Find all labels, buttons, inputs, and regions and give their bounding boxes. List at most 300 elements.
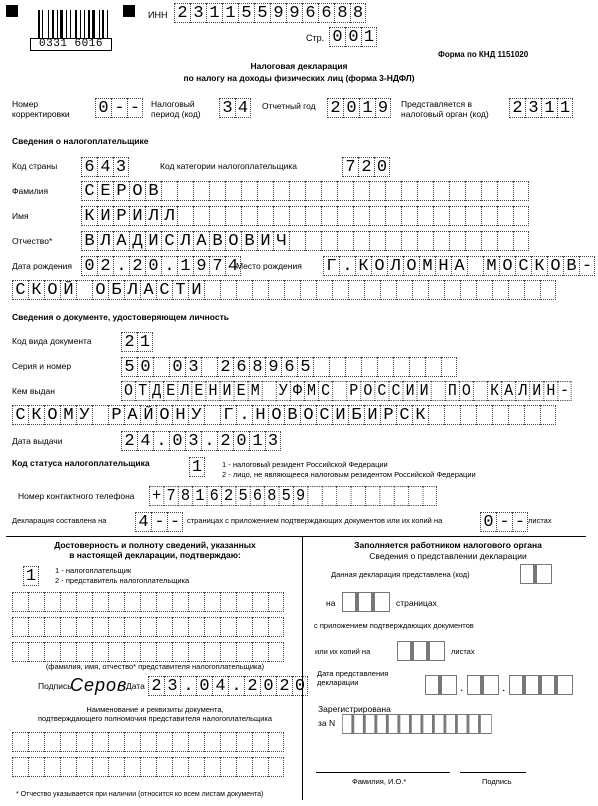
char-cell[interactable]: . [161,256,177,276]
char-cell[interactable]: 2 [358,157,374,177]
char-cell[interactable] [417,231,433,251]
char-cell[interactable] [332,381,346,401]
char-cell[interactable] [492,405,508,425]
char-cell[interactable]: Е [191,381,205,401]
char-cell[interactable] [252,642,268,662]
char-cell[interactable]: 0 [81,256,97,276]
char-cell[interactable]: Л [145,206,161,226]
char-cell[interactable] [236,732,252,752]
char-cell[interactable]: В [284,405,300,425]
char-cell[interactable]: 0 [169,357,185,377]
char-cell[interactable] [156,757,172,777]
submission-year-field[interactable] [509,675,573,695]
char-cell[interactable]: В [81,231,97,251]
char-cell[interactable] [465,181,481,201]
char-cell[interactable]: О [156,405,172,425]
char-cell[interactable]: Н [543,381,557,401]
char-cell[interactable]: . [236,405,252,425]
char-cell[interactable] [431,381,445,401]
char-cell[interactable] [434,714,446,734]
char-cell[interactable]: Б [108,280,124,300]
char-cell[interactable] [385,181,401,201]
char-cell[interactable]: . [201,431,217,451]
char-cell[interactable] [172,592,188,612]
char-cell[interactable] [220,617,236,637]
char-cell[interactable]: Е [234,381,248,401]
series-field[interactable] [121,357,457,377]
char-cell[interactable] [12,617,28,637]
char-cell[interactable] [28,732,44,752]
char-cell[interactable]: 6 [207,486,221,506]
char-cell[interactable] [124,757,140,777]
char-cell[interactable] [262,381,276,401]
char-cell[interactable]: О [225,231,241,251]
char-cell[interactable] [313,357,329,377]
char-cell[interactable] [336,486,350,506]
char-cell[interactable] [423,714,435,734]
char-cell[interactable] [12,757,28,777]
char-cell[interactable] [252,757,268,777]
char-cell[interactable] [124,732,140,752]
char-cell[interactable]: И [417,381,431,401]
char-cell[interactable]: 8 [334,3,350,23]
char-cell[interactable] [353,206,369,226]
char-cell[interactable] [172,732,188,752]
char-cell[interactable] [444,280,460,300]
char-cell[interactable]: 6 [81,157,97,177]
char-cell[interactable] [252,280,268,300]
char-cell[interactable] [393,357,409,377]
char-cell[interactable]: К [28,405,44,425]
char-cell[interactable] [417,181,433,201]
char-cell[interactable] [380,280,396,300]
surname-field[interactable] [81,181,529,201]
char-cell[interactable] [369,206,385,226]
char-cell[interactable]: 7 [342,157,358,177]
char-cell[interactable]: - [579,256,595,276]
char-cell[interactable]: 6 [233,357,249,377]
char-cell[interactable] [508,405,524,425]
char-cell[interactable] [353,231,369,251]
char-cell[interactable]: . [180,676,196,696]
char-cell[interactable]: А [501,381,515,401]
char-cell[interactable]: В [145,181,161,201]
char-cell[interactable]: 0 [292,676,308,696]
submitted-copies-field[interactable] [397,641,445,661]
issue-date-field[interactable] [121,431,281,451]
char-cell[interactable] [412,280,428,300]
char-cell[interactable] [12,592,28,612]
char-cell[interactable]: С [515,256,531,276]
char-cell[interactable] [273,181,289,201]
char-cell[interactable] [460,280,476,300]
birthplace-field-line1[interactable] [323,256,595,276]
char-cell[interactable]: 0 [343,98,359,118]
char-cell[interactable] [220,732,236,752]
char-cell[interactable] [467,256,483,276]
birth-date-field[interactable] [81,256,241,276]
char-cell[interactable] [397,641,413,661]
char-cell[interactable]: 8 [350,3,366,23]
char-cell[interactable] [305,231,321,251]
char-cell[interactable] [177,206,193,226]
char-cell[interactable] [172,617,188,637]
char-cell[interactable] [60,732,76,752]
authority-doc-line-1[interactable] [12,732,284,752]
char-cell[interactable]: 4 [135,512,151,532]
char-cell[interactable] [449,206,465,226]
char-cell[interactable] [124,592,140,612]
char-cell[interactable] [252,732,268,752]
char-cell[interactable] [44,617,60,637]
char-cell[interactable] [377,714,389,734]
char-cell[interactable] [476,280,492,300]
char-cell[interactable] [236,757,252,777]
char-cell[interactable]: Л [177,231,193,251]
char-cell[interactable]: И [97,206,113,226]
char-cell[interactable]: О [403,256,419,276]
birthplace-field-line2[interactable] [12,280,556,300]
char-cell[interactable] [536,564,552,584]
char-cell[interactable]: 0 [137,357,153,377]
char-cell[interactable] [44,592,60,612]
char-cell[interactable]: 2 [217,431,233,451]
representative-line-1[interactable] [12,592,284,612]
char-cell[interactable]: 4 [97,157,113,177]
char-cell[interactable] [140,642,156,662]
char-cell[interactable] [60,592,76,612]
char-cell[interactable]: 9 [286,3,302,23]
char-cell[interactable]: 2 [148,676,164,696]
char-cell[interactable] [201,357,217,377]
char-cell[interactable] [76,592,92,612]
char-cell[interactable] [252,592,268,612]
char-cell[interactable]: Н [435,256,451,276]
char-cell[interactable]: И [403,381,417,401]
confirm-field[interactable] [23,566,39,586]
char-cell[interactable]: Е [163,381,177,401]
char-cell[interactable] [193,206,209,226]
char-cell[interactable] [188,732,204,752]
char-cell[interactable] [273,206,289,226]
char-cell[interactable]: У [76,405,92,425]
char-cell[interactable] [483,675,499,695]
char-cell[interactable] [12,732,28,752]
char-cell[interactable] [441,357,457,377]
char-cell[interactable] [140,592,156,612]
char-cell[interactable] [401,181,417,201]
char-cell[interactable] [108,642,124,662]
char-cell[interactable]: А [140,280,156,300]
char-cell[interactable] [465,231,481,251]
char-cell[interactable]: 6 [250,486,264,506]
char-cell[interactable]: 0 [374,157,390,177]
char-cell[interactable] [76,280,92,300]
submission-month-field[interactable] [467,675,499,695]
char-cell[interactable] [289,206,305,226]
char-cell[interactable]: Й [140,405,156,425]
char-cell[interactable] [268,757,284,777]
char-cell[interactable]: 0 [345,27,361,47]
char-cell[interactable]: О [268,405,284,425]
char-cell[interactable] [28,592,44,612]
authority-doc-line-2[interactable] [12,757,284,777]
char-cell[interactable] [337,231,353,251]
char-cell[interactable]: 8 [178,486,192,506]
char-cell[interactable]: - [151,512,167,532]
char-cell[interactable]: 1 [222,3,238,23]
char-cell[interactable] [520,564,536,584]
char-cell[interactable] [108,757,124,777]
char-cell[interactable]: 4 [212,676,228,696]
char-cell[interactable]: 3 [265,431,281,451]
char-cell[interactable] [209,206,225,226]
char-cell[interactable] [60,617,76,637]
char-cell[interactable] [188,617,204,637]
char-cell[interactable]: О [459,381,473,401]
char-cell[interactable]: Р [380,405,396,425]
char-cell[interactable]: А [124,405,140,425]
char-cell[interactable]: - [557,381,571,401]
char-cell[interactable]: 0 [480,512,496,532]
char-cell[interactable] [540,405,556,425]
char-cell[interactable] [204,592,220,612]
char-cell[interactable]: С [12,280,28,300]
char-cell[interactable]: 0 [329,27,345,47]
char-cell[interactable]: С [316,405,332,425]
char-cell[interactable]: . [113,256,129,276]
char-cell[interactable] [241,181,257,201]
correction-field[interactable] [95,98,143,118]
char-cell[interactable]: 9 [293,486,307,506]
char-cell[interactable]: И [529,381,543,401]
char-cell[interactable]: Л [97,231,113,251]
char-cell[interactable] [204,642,220,662]
char-cell[interactable]: Н [205,381,219,401]
char-cell[interactable]: К [81,206,97,226]
char-cell[interactable] [257,181,273,201]
char-cell[interactable]: 2 [121,431,137,451]
copies-field[interactable] [480,512,528,532]
char-cell[interactable] [524,405,540,425]
char-cell[interactable]: Т [135,381,149,401]
char-cell[interactable] [480,714,492,734]
doc-type-field[interactable] [121,332,153,352]
reg-number-field[interactable] [342,714,492,734]
char-cell[interactable]: 3 [219,98,235,118]
char-cell[interactable] [497,231,513,251]
char-cell[interactable] [425,357,441,377]
char-cell[interactable] [12,642,28,662]
char-cell[interactable]: Г [323,256,339,276]
char-cell[interactable]: . [339,256,355,276]
char-cell[interactable]: С [318,381,332,401]
char-cell[interactable]: К [28,280,44,300]
char-cell[interactable] [156,592,172,612]
char-cell[interactable] [342,592,358,612]
char-cell[interactable] [465,206,481,226]
char-cell[interactable]: О [547,256,563,276]
char-cell[interactable]: О [129,181,145,201]
char-cell[interactable]: 9 [193,256,209,276]
char-cell[interactable]: 0 [95,98,111,118]
submitted-pages-field[interactable] [342,592,390,612]
char-cell[interactable] [204,405,220,425]
char-cell[interactable] [441,675,457,695]
char-cell[interactable]: Р [113,206,129,226]
char-cell[interactable]: А [113,231,129,251]
char-cell[interactable]: Г [220,405,236,425]
char-cell[interactable] [188,757,204,777]
char-cell[interactable] [497,206,513,226]
char-cell[interactable] [92,405,108,425]
char-cell[interactable] [476,405,492,425]
issued-by-field-line1[interactable] [121,381,572,401]
char-cell[interactable]: - [496,512,512,532]
char-cell[interactable] [225,206,241,226]
char-cell[interactable] [236,592,252,612]
char-cell[interactable]: 1 [361,27,377,47]
char-cell[interactable] [307,486,321,506]
char-cell[interactable]: 1 [192,486,206,506]
submission-day-field[interactable] [425,675,457,695]
char-cell[interactable] [492,280,508,300]
name-field[interactable] [81,206,529,226]
char-cell[interactable] [177,181,193,201]
char-cell[interactable] [423,486,437,506]
char-cell[interactable]: О [499,256,515,276]
char-cell[interactable]: 1 [557,98,573,118]
char-cell[interactable] [401,231,417,251]
char-cell[interactable]: 2 [121,332,137,352]
char-cell[interactable]: 2 [276,676,292,696]
char-cell[interactable]: У [276,381,290,401]
char-cell[interactable] [92,732,108,752]
char-cell[interactable]: 4 [137,431,153,451]
char-cell[interactable] [429,641,445,661]
char-cell[interactable]: 4 [225,256,241,276]
char-cell[interactable]: 7 [163,486,177,506]
char-cell[interactable]: 0 [233,431,249,451]
char-cell[interactable]: М [248,381,262,401]
char-cell[interactable] [236,280,252,300]
char-cell[interactable]: О [121,381,135,401]
char-cell[interactable]: П [445,381,459,401]
char-cell[interactable] [449,231,465,251]
char-cell[interactable] [365,714,377,734]
char-cell[interactable] [44,732,60,752]
char-cell[interactable] [28,642,44,662]
char-cell[interactable] [433,206,449,226]
status-field[interactable] [189,457,205,477]
char-cell[interactable]: 3 [185,431,201,451]
char-cell[interactable] [525,675,541,695]
char-cell[interactable]: О [92,280,108,300]
char-cell[interactable] [236,642,252,662]
char-cell[interactable] [172,757,188,777]
char-cell[interactable] [92,642,108,662]
char-cell[interactable] [322,486,336,506]
char-cell[interactable]: Б [348,405,364,425]
char-cell[interactable] [284,280,300,300]
char-cell[interactable] [473,381,487,401]
submitted-code-field[interactable] [520,564,552,584]
char-cell[interactable]: 3 [185,357,201,377]
char-cell[interactable]: 1 [541,98,557,118]
char-cell[interactable]: 5 [297,357,313,377]
char-cell[interactable] [289,231,305,251]
char-cell[interactable] [209,181,225,201]
authority-field[interactable] [509,98,573,118]
char-cell[interactable] [337,206,353,226]
char-cell[interactable] [172,642,188,662]
char-cell[interactable]: С [396,405,412,425]
char-cell[interactable] [364,280,380,300]
char-cell[interactable] [540,280,556,300]
char-cell[interactable]: Р [113,181,129,201]
char-cell[interactable] [513,181,529,201]
char-cell[interactable] [348,280,364,300]
char-cell[interactable]: И [220,381,234,401]
char-cell[interactable]: О [44,405,60,425]
char-cell[interactable]: М [60,405,76,425]
char-cell[interactable]: 6 [318,3,334,23]
char-cell[interactable]: О [360,381,374,401]
char-cell[interactable] [411,714,423,734]
char-cell[interactable]: 9 [265,357,281,377]
char-cell[interactable] [305,181,321,201]
char-cell[interactable] [28,617,44,637]
patronymic-field[interactable] [81,231,529,251]
char-cell[interactable]: 2 [244,676,260,696]
char-cell[interactable] [513,206,529,226]
char-cell[interactable] [417,206,433,226]
char-cell[interactable] [92,617,108,637]
char-cell[interactable] [467,675,483,695]
char-cell[interactable]: Е [97,181,113,201]
char-cell[interactable] [60,757,76,777]
char-cell[interactable] [449,181,465,201]
char-cell[interactable] [446,714,458,734]
char-cell[interactable]: Л [515,381,529,401]
char-cell[interactable] [204,617,220,637]
char-cell[interactable] [76,642,92,662]
char-cell[interactable]: 2 [97,256,113,276]
char-cell[interactable] [460,405,476,425]
char-cell[interactable] [428,280,444,300]
char-cell[interactable]: 1 [206,3,222,23]
char-cell[interactable]: В [563,256,579,276]
char-cell[interactable]: Д [129,231,145,251]
char-cell[interactable] [236,617,252,637]
char-cell[interactable] [342,714,354,734]
char-cell[interactable] [345,357,361,377]
char-cell[interactable]: С [389,381,403,401]
char-cell[interactable] [321,231,337,251]
period-field[interactable] [219,98,251,118]
char-cell[interactable]: И [364,405,380,425]
char-cell[interactable]: И [129,206,145,226]
inn-field[interactable] [174,3,366,23]
char-cell[interactable]: 0 [145,256,161,276]
char-cell[interactable] [481,206,497,226]
char-cell[interactable] [252,617,268,637]
char-cell[interactable] [321,181,337,201]
char-cell[interactable]: С [81,181,97,201]
char-cell[interactable] [156,617,172,637]
char-cell[interactable]: И [188,280,204,300]
char-cell[interactable] [268,642,284,662]
